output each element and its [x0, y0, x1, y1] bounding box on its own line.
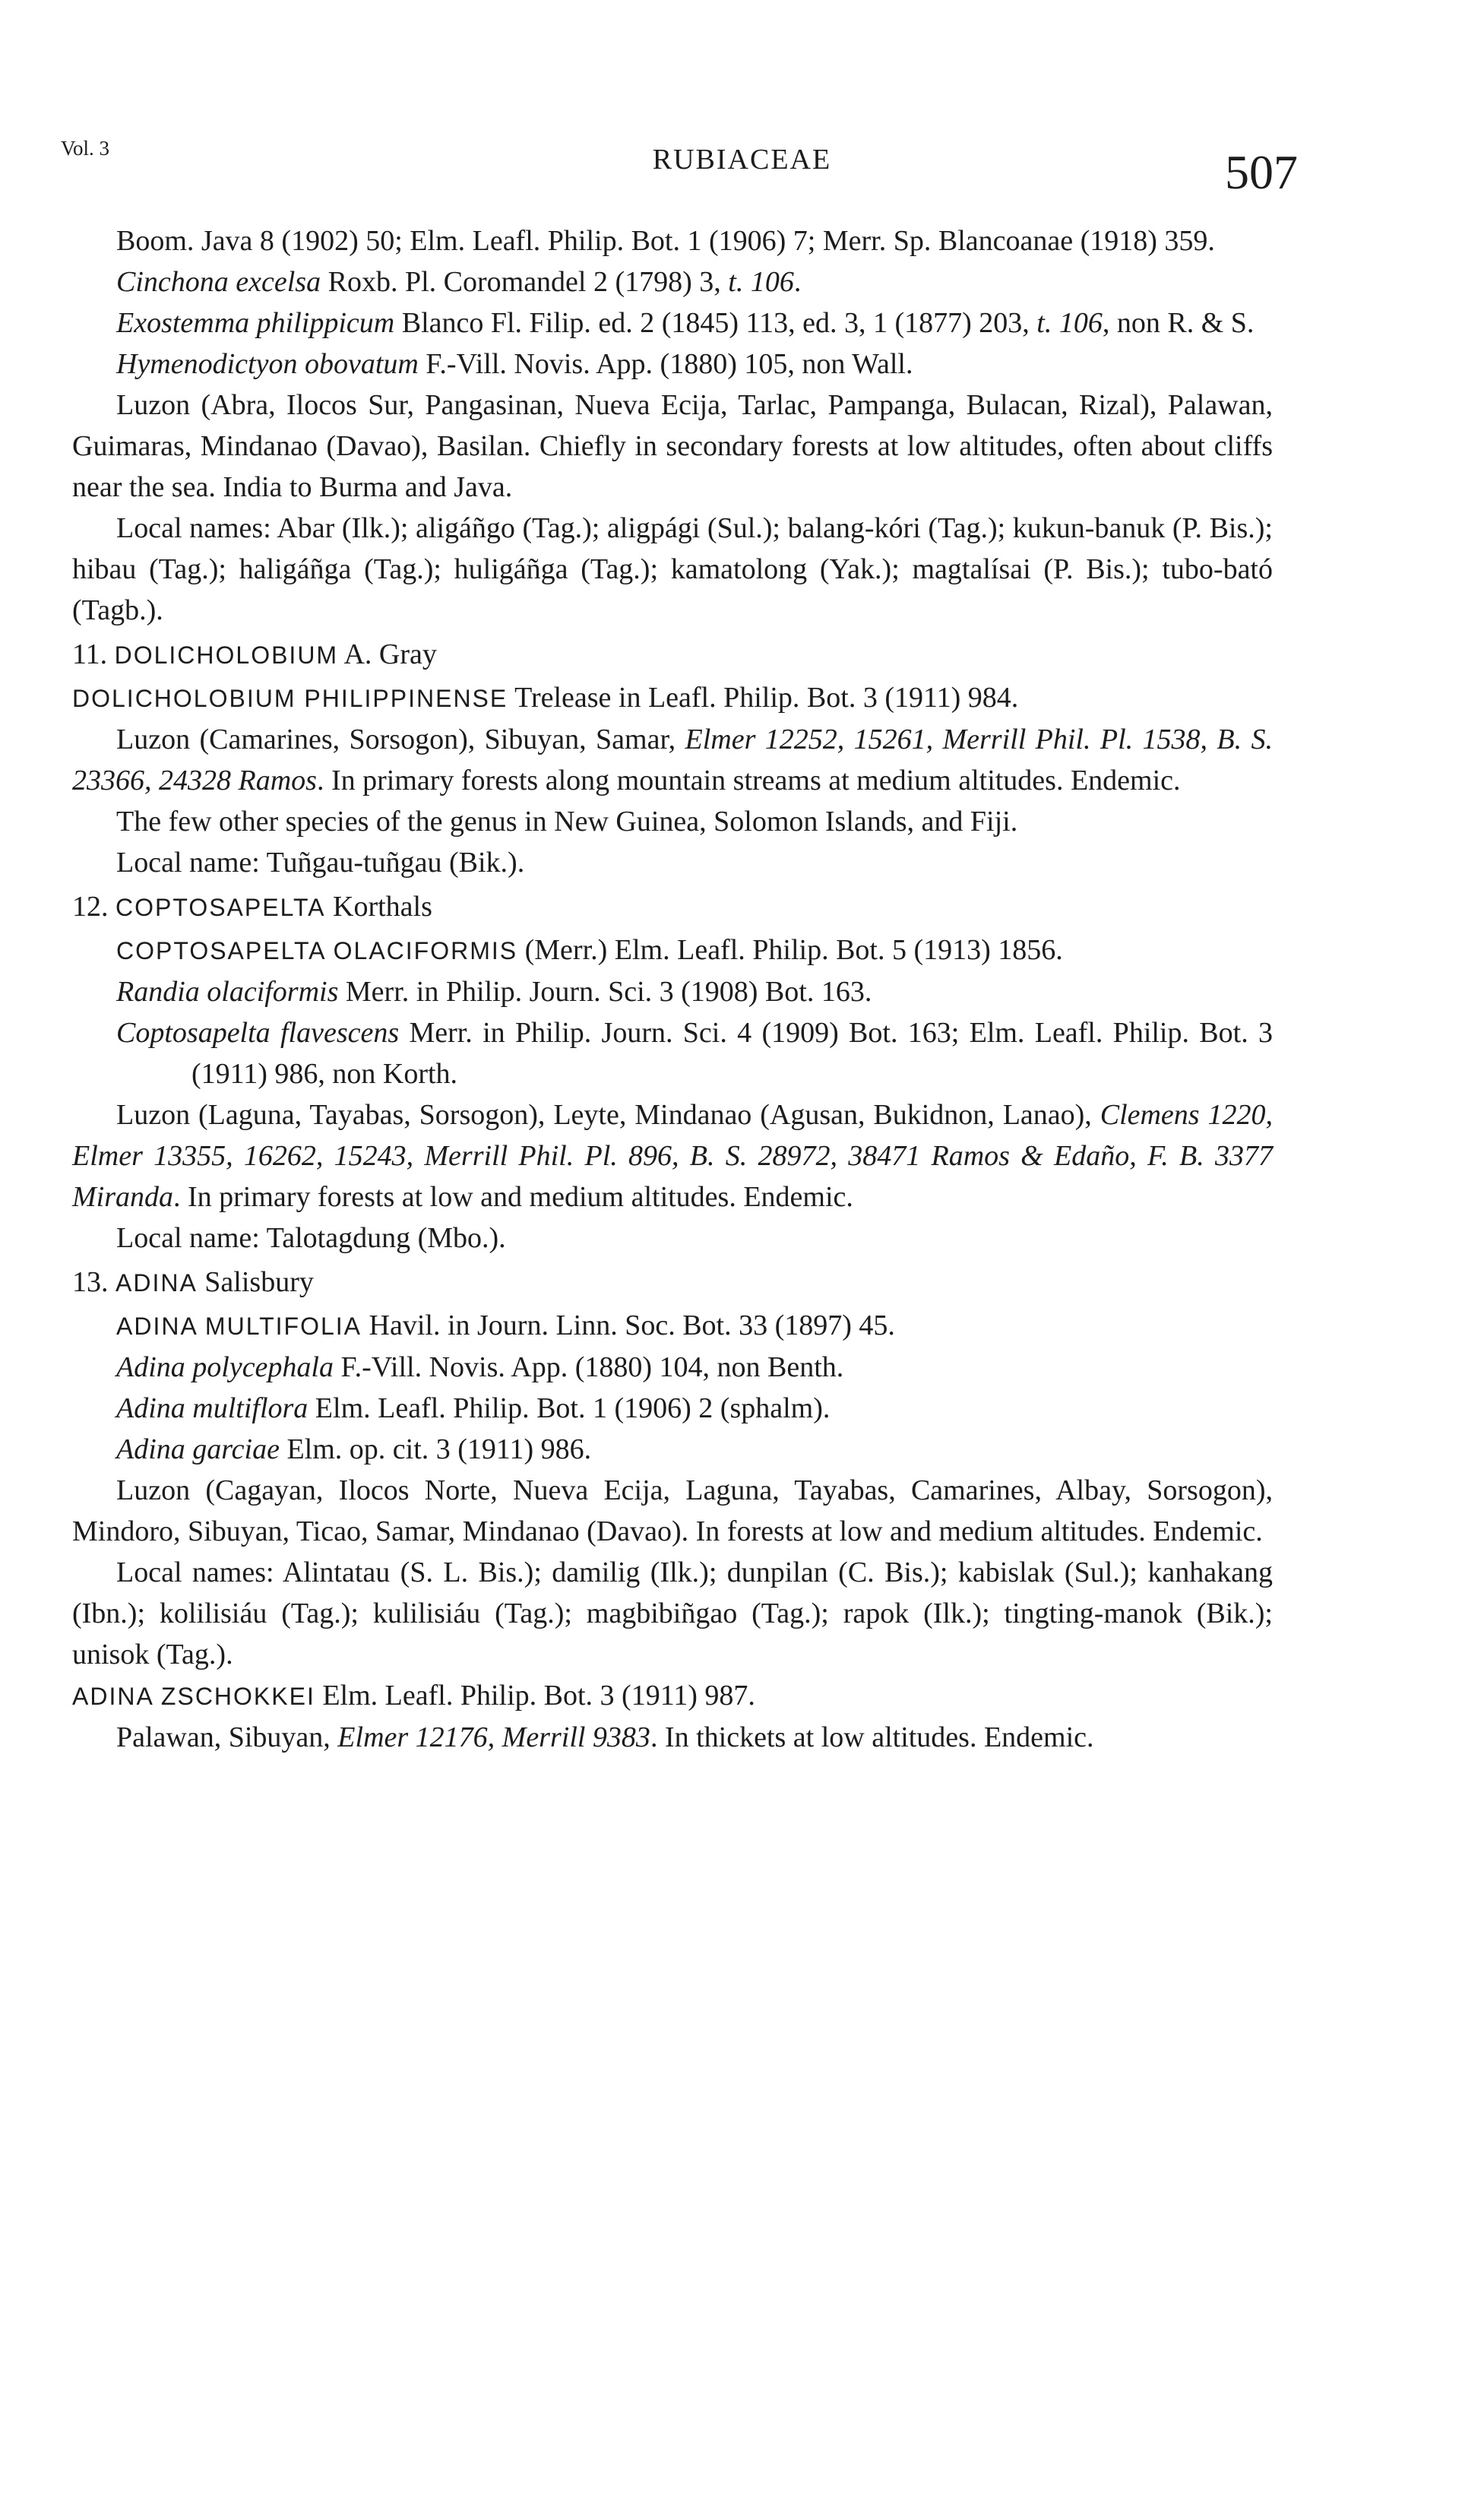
- synonym-line: Coptosapelta flavescens Merr. in Philip. Journ. Sci. 4 (1909) Bot. 163; Elm. Leafl. Philip. Bot. 3 (1911) 986, non Korth.: [116, 1017, 1273, 1090]
- genus-heading-dolicholobium: 11. DOLICHOLOBIUM A. Gray: [72, 638, 437, 670]
- species-heading: COPTOSAPELTA OLACIFORMIS (Merr.) Elm. Leafl. Philip. Bot. 5 (1913) 1856.: [116, 934, 1063, 966]
- page-number: 507: [1225, 145, 1298, 199]
- species-heading: ADINA MULTIFOLIA Havil. in Journ. Linn. Soc. Bot. 33 (1897) 45.: [116, 1309, 895, 1341]
- local-names-paragraph: Local names: Abar (Ilk.); aligáñgo (Tag.); aligpági (Sul.); balang-kóri (Tag.); kukun-banuk (P. Bis.); hibau (Tag.); haligáñga (Tag.); huligáñga (Tag.); kamatolong (Yak.); magtalísai (P. Bis.); tubo-bató (Tagb.).: [72, 512, 1273, 626]
- distribution-paragraph: Palawan, Sibuyan, Elmer 12176, Merrill 9383. In thickets at low altitudes. Endemic.: [116, 1721, 1094, 1753]
- distribution-paragraph: Luzon (Laguna, Tayabas, Sorsogon), Leyte, Mindanao (Agusan, Bukidnon, Lanao), Clemens 1220, Elmer 13355, 16262, 15243, Merrill Phil. Pl. 896, B. S. 28972, 38471 Ramos & Edaño, F. B. 3377 Miranda. In primary forests at low and medium altitudes. Endemic.: [72, 1099, 1273, 1213]
- synonym-line: Cinchona excelsa Roxb. Pl. Coromandel 2 (1798) 3, t. 106.: [116, 266, 802, 298]
- synonym-line: Adina multiflora Elm. Leafl. Philip. Bot. 1 (1906) 2 (sphalm).: [116, 1392, 831, 1424]
- genus-heading-adina: 13. ADINA Salisbury: [72, 1266, 314, 1298]
- distribution-paragraph: Luzon (Cagayan, Ilocos Norte, Nueva Ecija, Laguna, Tayabas, Camarines, Albay, Sorsogon), Mindoro, Sibuyan, Ticao, Samar, Mindanao (Davao). In forests at low and medium altitudes. Endemic.: [72, 1474, 1273, 1547]
- synonym-line: Randia olaciformis Merr. in Philip. Journ. Sci. 3 (1908) Bot. 163.: [116, 976, 872, 1008]
- synonym-line: Adina polycephala F.-Vill. Novis. App. (1880) 104, non Benth.: [116, 1351, 844, 1383]
- running-title: RUBIACEAE: [652, 144, 832, 176]
- genus-heading-coptosapelta: 12. COPTOSAPELTA Korthals: [72, 891, 432, 923]
- volume-label: Vol. 3: [61, 137, 110, 160]
- note-paragraph: The few other species of the genus in New Guinea, Solomon Islands, and Fiji.: [116, 806, 1018, 838]
- species-heading: ADINA ZSCHOKKEI Elm. Leafl. Philip. Bot. 3 (1911) 987.: [72, 1680, 755, 1712]
- synonym-line: Exostemma philippicum Blanco Fl. Filip. ed. 2 (1845) 113, ed. 3, 1 (1877) 203, t. 106, non R. & S.: [116, 307, 1255, 339]
- local-names-paragraph: Local names: Alintatau (S. L. Bis.); damilig (Ilk.); dunpilan (C. Bis.); kabislak (Sul.); kanhakang (Ibn.); kolilisiáu (Tag.); kulilisiáu (Tag.); magbibiñgao (Tag.); rapok (Ilk.); tingting-manok (Bik.); unisok (Tag.).: [72, 1556, 1273, 1670]
- citation-line: Boom. Java 8 (1902) 50; Elm. Leafl. Philip. Bot. 1 (1906) 7; Merr. Sp. Blancoanae (1918) 359.: [116, 225, 1215, 257]
- distribution-paragraph: Luzon (Camarines, Sorsogon), Sibuyan, Samar, Elmer 12252, 15261, Merrill Phil. Pl. 1538, B. S. 23366, 24328 Ramos. In primary forests along mountain streams at medium altitudes. Endemic.: [72, 724, 1273, 796]
- distribution-paragraph: Luzon (Abra, Ilocos Sur, Pangasinan, Nueva Ecija, Tarlac, Pampanga, Bulacan, Rizal), Palawan, Guimaras, Mindanao (Davao), Basilan. Chiefly in secondary forests at low altitudes, often about cliffs near the sea. India to Burma and Java.: [72, 389, 1273, 503]
- page-body: [72, 220, 1273, 1758]
- synonym-line: Hymenodictyon obovatum F.-Vill. Novis. App. (1880) 105, non Wall.: [116, 348, 913, 380]
- species-heading: DOLICHOLOBIUM PHILIPPINENSE Trelease in Leafl. Philip. Bot. 3 (1911) 984.: [72, 682, 1019, 714]
- local-names-paragraph: Local name: Tuñgau-tuñgau (Bik.).: [116, 847, 525, 879]
- synonym-line: Adina garciae Elm. op. cit. 3 (1911) 986.: [116, 1433, 592, 1465]
- local-names-paragraph: Local name: Talotagdung (Mbo.).: [116, 1222, 506, 1254]
